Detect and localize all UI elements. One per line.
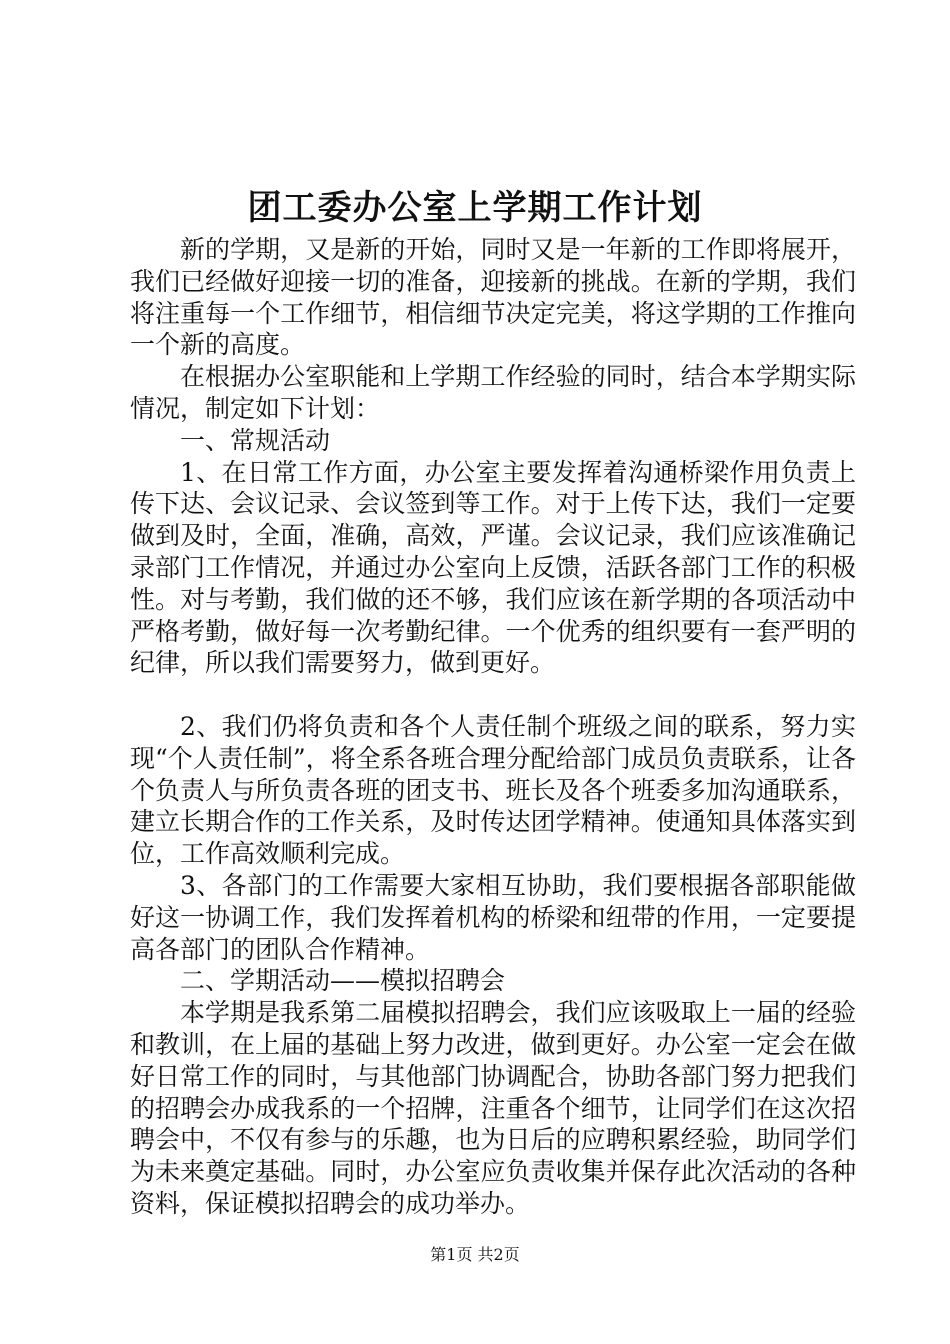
document-body bbox=[130, 234, 856, 1220]
section-heading-semester-activity: 二、学期活动——模拟招聘会 bbox=[180, 966, 506, 996]
paragraph-job-fair: 本学期是我系第二届模拟招聘会，我们应该吸取上一届的经验和教训，在上届的基础上努力改进，做到更好。办公室一定会在做好日常工作的同时，与其他部门协调配合，协助各部门努力把我们的招聘会办成我系的一个招牌，注重各个细节，让同学们在这次招聘会中，不仅有参与的乐趣，也为日后的应聘积累经验，助同学们为未来奠定基础。同时，办公室应负责收集并保存此次活动的各种资料，保证模拟招聘会的成功举办。 bbox=[130, 998, 856, 1218]
document-title: 团工委办公室上学期工作计划 bbox=[247, 188, 703, 228]
paragraph-item-1: 1、在日常工作方面，办公室主要发挥着沟通桥梁作用负责上传下达、会议记录、会议签到等工作。对于上传下达，我们一定要做到及时，全面，准确，高效，严谨。会议记录，我们应该准确记录部门工作情况，并通过办公室向上反馈，活跃各部门工作的积极性。对与考勤，我们做的还不够，我们应该在新学期的各项活动中严格考勤，做好每一次考勤纪律。一个优秀的组织要有一套严明的纪律，所以我们需要努力，做到更好。 bbox=[130, 457, 856, 678]
paragraph-intro: 新的学期，又是新的开始，同时又是一年新的工作即将展开，我们已经做好迎接一切的准备，迎接新的挑战。在新的学期，我们将注重每一个工作细节，相信细节决定完美，将这学期的工作推向一个新的高度。 bbox=[130, 235, 856, 360]
paragraph-item-3: 3、各部门的工作需要大家相互协助，我们要根据各部职能做好这一协调工作，我们发挥着机构的桥梁和纽带的作用，一定要提高各部门的团队合作精神。 bbox=[130, 870, 856, 964]
paragraph-item-2: 2、我们仍将负责和各个人责任制个班级之间的联系，努力实现“个人责任制”，将全系各班合理分配给部门成员负责联系，让各个负责人与所负责各班的团支书、班长及各个班委多加沟通联系，建立长期合作的工作关系，及时传达团学精神。使通知具体落实到位，工作高效顺利完成。 bbox=[130, 711, 856, 869]
section-heading-routine: 一、常规活动 bbox=[180, 425, 331, 455]
paragraph-plan-basis: 在根据办公室职能和上学期工作经验的同时，结合本学期实际情况，制定如下计划： bbox=[130, 362, 856, 423]
page-footer: 第1页 共2页 bbox=[430, 1245, 520, 1264]
